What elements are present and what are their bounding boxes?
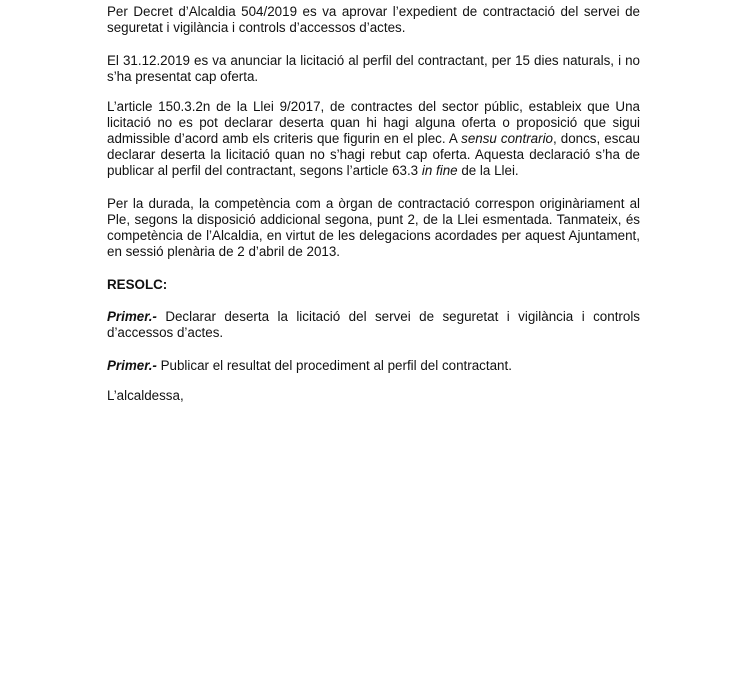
resolution-item-2 bbox=[107, 358, 640, 374]
paragraph-competence: Per la durada, la competència com a òrgan de contractació correspon originàriament al Ple, segons la disposició addicional segona, punt 2, de la Llei esmentada. Tanmateix, és competència de l’Alcaldia, en virtut de les delegacions acordades per aquest Ajuntament, en sessió plenària de 2 d’abril de 2013. bbox=[107, 196, 640, 259]
legal-basis-sensu-contrario: sensu contrario bbox=[461, 131, 553, 146]
resolution-item-2-lead: Primer.- bbox=[107, 358, 157, 373]
resolc-heading: RESOLC: bbox=[107, 277, 168, 292]
legal-basis-text-1: L’article 150.3.2n de la Llei 9/2017, de contractes del sector públic, estableix que Una licitació no es pot declarar deserta quan hi hagi alguna oferta o proposició que sigui admissible d’acord amb els criteris que figurin en el plec. A bbox=[107, 99, 640, 146]
paragraph-legal-basis bbox=[107, 99, 640, 179]
paragraph-decree: Per Decret d’Alcaldia 504/2019 es va aprovar l’expedient de contractació del servei de seguretat i vigilància i controls d’accessos d’actes. bbox=[107, 4, 640, 35]
resolution-item-1-lead: Primer.- bbox=[107, 309, 157, 324]
document-body bbox=[107, 4, 640, 421]
signature-line: L’alcaldessa, bbox=[107, 388, 184, 403]
legal-basis-in-fine: in fine bbox=[421, 163, 458, 178]
resolution-item-1 bbox=[107, 309, 640, 341]
resolution-item-1-text: Declarar deserta la licitació del servei de seguretat i vigilància i controls d’accessos d’actes. bbox=[107, 309, 640, 340]
paragraph-announcement: El 31.12.2019 es va anunciar la licitació al perfil del contractant, per 15 dies naturals, i no s’ha presentat cap oferta. bbox=[107, 53, 640, 84]
legal-basis-text-2: , doncs, escau declarar deserta la licitació quan no s’hagi rebut cap oferta. Aquesta declaració s’ha de publicar al perfil del contractant, segons l’article 63.3 bbox=[107, 131, 640, 178]
legal-basis-text-3: de la Llei. bbox=[457, 163, 519, 178]
resolution-item-2-text: Publicar el resultat del procediment al perfil del contractant. bbox=[156, 358, 512, 373]
